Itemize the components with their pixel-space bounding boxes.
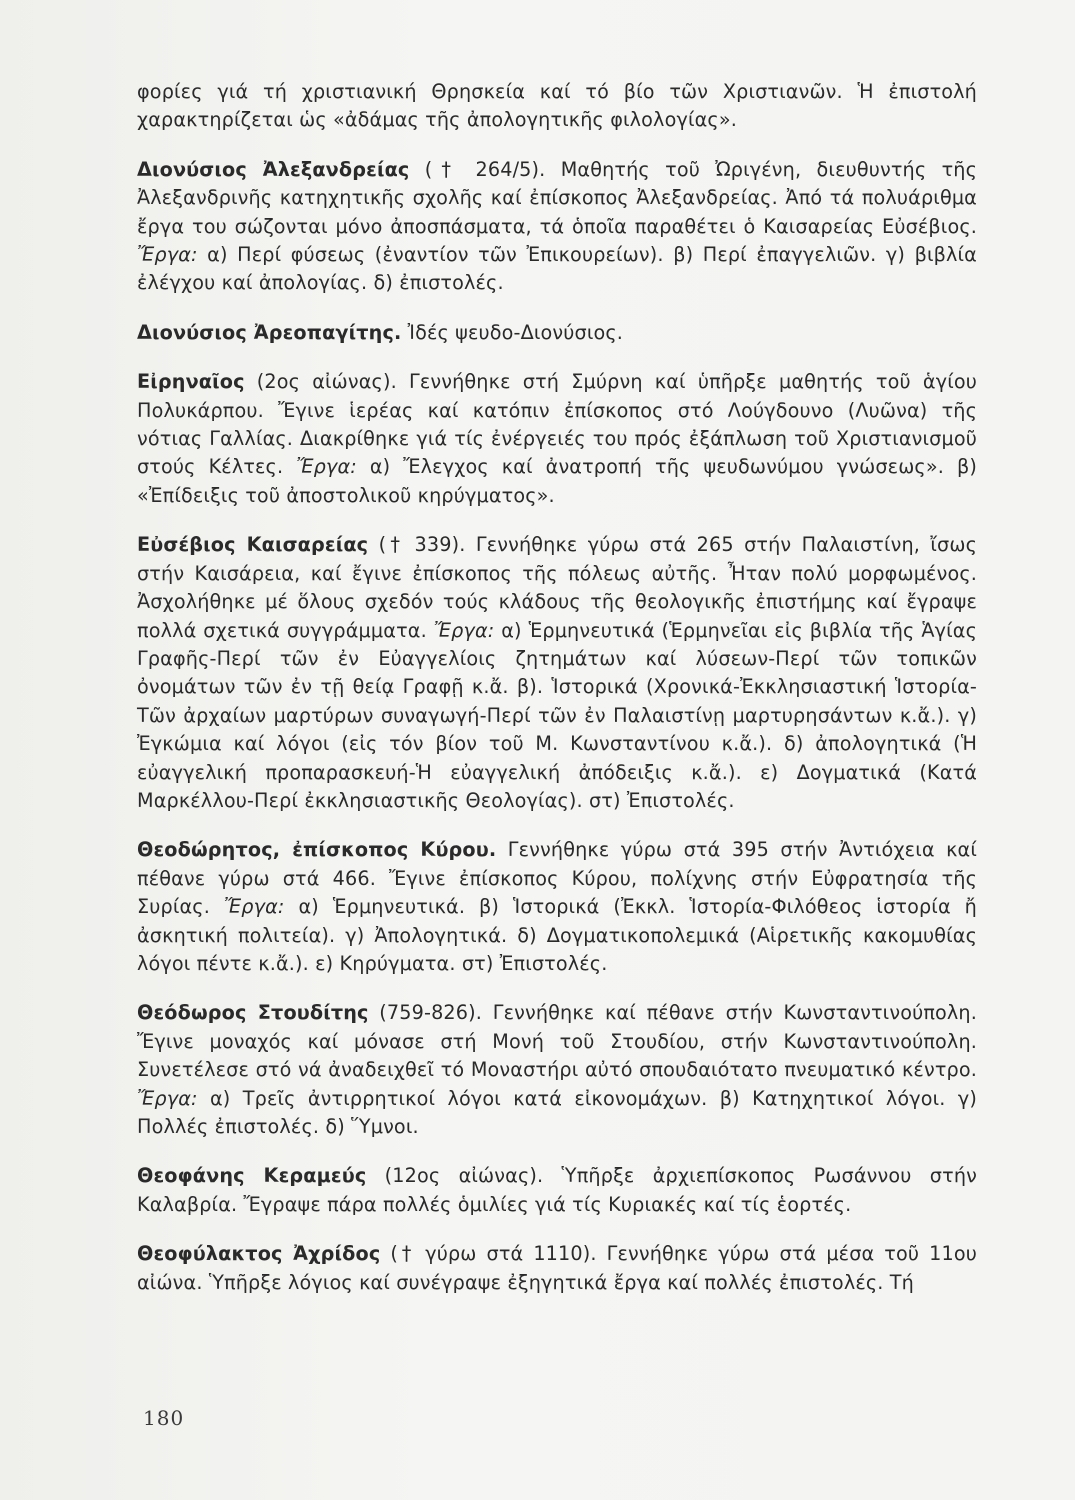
works-label: Ἔργα: — [296, 455, 357, 479]
entry-name: Θεοδώρητος, ἐπίσκοπος Κύρου. — [137, 838, 497, 862]
entry-name: Θεόδωρος Στουδίτης — [137, 1001, 369, 1025]
works-label: Ἔργα: — [223, 895, 285, 919]
entry-name: Διονύσιος Ἀρεοπαγίτης. — [137, 320, 402, 344]
entry-theophanes-kerameus: Θεοφάνης Κεραμεύς (12ος αἰώνας). Ὑπῆρξε ἀρχιεπίσκοπος Ρωσάννου στήν Καλαβρία. Ἔγραψε πάρα πολλές ὁμιλίες γιά τίς Κυριακές καί τίς ἑορτές. — [137, 1164, 977, 1216]
entry-name: Εἰρηναῖος — [137, 370, 245, 394]
works-label: Ἔργα: — [137, 1086, 198, 1110]
entry-name: Θεοφάνης Κεραμεύς — [137, 1164, 367, 1188]
entry-name: Θεοφύλακτος Ἀχρίδος — [137, 1242, 381, 1266]
entry-theophylaktos-achridos: Θεοφύλακτος Ἀχρίδος († γύρω στά 1110). Γεννήθηκε γύρω στά μέσα τοῦ 11ου αἰώνα. Ὑπῆρξε λόγιος καί συνέγραψε ἐξηγητικά ἔργα καί πολλές ἐπιστολές. Τή — [137, 1242, 977, 1294]
entry-theodoros-stoudites: Θεόδωρος Στουδίτης (759-826). Γεννήθηκε καί πέθανε στήν Κωνσταντινούπολη. Ἔγινε μοναχός καί μόνασε στή Μονή τοῦ Στουδίου, στήν Κωνσταντινούπολη. Συνετέλεσε στό νά ἀναδειχθεῖ τό Μοναστήρι αὐτό σπουδαιότατο πνευματικό κέντρο. Ἔργα: α) Τρεῖς ἀντιρρητικοί λόγοι κατά εἰκονομάχων. β) Κατηχητικοί λόγοι. γ) Πολλές ἐπιστολές. δ) Ὕμνοι. — [137, 1001, 977, 1138]
entry-theodoretos: Θεοδώρητος, ἐπίσκοπος Κύρου. Γεννήθηκε γύρω στά 395 στήν Ἀντιόχεια καί πέθανε γύρω στά 466. Ἔγινε ἐπίσκοπος Κύρου, πολίχνης στήν Εὐφρατησία τῆς Συρίας. Ἔργα: α) Ἑρμηνευτικά. β) Ἱστορικά (Ἐκκλ. Ἱστορία-Φιλόθεος ἱστορία ἤ ἀσκητική πολιτεία). γ) Ἀπολογητικά. δ) Δογματικοπολεμικά (Αἱρετικῆς κακομυθίας λόγοι πέντε κ.ἄ.). ε) Κηρύγματα. στ) Ἐπιστολές. — [137, 838, 977, 975]
entry-name: Εὐσέβιος Καισαρείας — [137, 533, 369, 557]
entry-dionysios-areopagites: Διονύσιος Ἀρεοπαγίτης. Ἰδές ψευδο-Διονύσιος. — [137, 320, 624, 344]
works-label: Ἔργα: — [433, 618, 495, 642]
entry-eirenaios: Εἰρηναῖος (2ος αἰώνας). Γεννήθηκε στή Σμύρνη καί ὑπῆρξε μαθητής τοῦ ἁγίου Πολυκάρπου. Ἔγινε ἱερέας καί κατόπιν ἐπίσκοπος στό Λούγδουνο (Λυῶνα) τῆς νότιας Γαλλίας. Διακρίθηκε γιά τίς ἐνέργειές του πρός ἐξάπλωση τοῦ Χριστιανισμοῦ στούς Κέλτες. Ἔργα: α) Ἔλεγχος καί ἀνατροπή τῆς ψευδωνύμου γνώσεως». β) «Ἐπίδειξις τοῦ ἀποστολικοῦ κηρύγματος». — [137, 370, 977, 507]
page-text — [137, 78, 977, 1297]
intro-paragraph: φορίες γιά τή χριστιανική Θρησκεία καί τό βίο τῶν Χριστιανῶν. Ἡ ἐπιστολή χαρακτηρίζεται ὡς «ἀδάμας τῆς ἀπολογητικῆς φιλολογίας». — [137, 80, 977, 132]
page-number: 180 — [143, 1406, 185, 1430]
entry-dionysios-alexandreias: Διονύσιος Ἀλεξανδρείας († 264/5). Μαθητής τοῦ Ὠριγένη, διευθυντής τῆς Ἀλεξανδρινῆς κατηχητικῆς σχολῆς καί ἐπίσκοπος Ἀλεξανδρείας. Ἀπό τά πολυάριθμα ἔργα του σώζονται μόνο ἀποσπάσματα, τά ὁποῖα παραθέτει ὁ Καισαρείας Εὐσέβιος. Ἔργα: α) Περί φύσεως (ἐναντίον τῶν Ἐπικουρείων). β) Περί ἐπαγγελιῶν. γ) βιβλία ἐλέγχου καί ἀπολογίας. δ) ἐπιστολές. — [137, 157, 977, 295]
entry-name: Διονύσιος Ἀλεξανδρείας — [137, 157, 410, 181]
entry-eusebios-kaisareias: Εὐσέβιος Καισαρείας († 339). Γεννήθηκε γύρω στά 265 στήν Παλαιστίνη, ἴσως στήν Καισάρεια, καί ἔγινε ἐπίσκοπος τῆς πόλεως αὐτῆς. Ἦταν πολύ μορφωμένος. Ἀσχολήθηκε μέ ὅλους σχεδόν τούς κλάδους τῆς θεολογικῆς ἐπιστήμης καί ἔγραψε πολλά σχετικά συγγράμματα. Ἔργα: α) Ἑρμηνευτικά (Ἑρμηνεῖαι εἰς βιβλία τῆς Ἁγίας Γραφῆς-Περί τῶν ἐν Εὐαγγελίοις ζητημάτων καί λύσεων-Περί τῶν τοπικῶν ὀνομάτων τῶν ἐν τῇ θείᾳ Γραφῇ κ.ἄ. β). Ἱστορικά (Χρονικά-Ἐκκλησιαστική Ἱστορία-Τῶν ἀρχαίων μαρτύρων συναγωγή-Περί τῶν ἐν Παλαιστίνῃ μαρτυρησάντων κ.ἄ.). γ) Ἐγκώμια καί λόγοι (εἰς τόν βίον τοῦ Μ. Κωνσταντίνου κ.ἄ.). δ) ἀπολογητικά (Ἡ εὐαγγελική προπαρασκευή-Ἡ εὐαγγελική ἀπόδειξις κ.ἄ.). ε) Δογματικά (Κατά Μαρκέλλου-Περί ἐκκλησιαστικῆς Θεολογίας). στ) Ἐπιστολές. — [137, 533, 977, 812]
works-label: Ἔργα: — [137, 243, 198, 267]
